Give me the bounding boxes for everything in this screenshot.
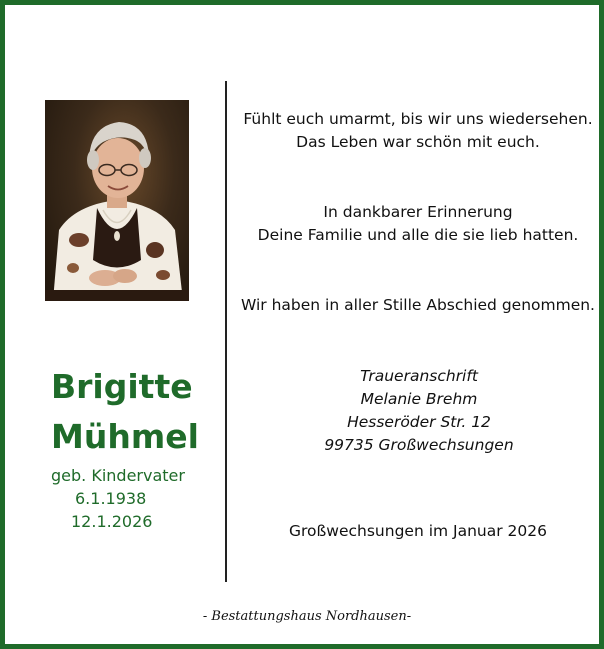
death-date: 12.1.2026 xyxy=(71,512,153,531)
vertical-divider xyxy=(225,81,227,582)
birth-name: geb. Kindervater xyxy=(51,466,185,485)
address-city: 99735 Großwechsungen xyxy=(324,436,514,454)
memory-line-2: Deine Familie und alle die sie lieb hatten. xyxy=(257,226,579,244)
address-heading: Traueranschrift xyxy=(360,367,478,385)
address-street: Hesseröder Str. 12 xyxy=(347,413,491,431)
verse xyxy=(235,108,601,154)
farewell-line: Wir haben in aller Stille Abschied genommen. xyxy=(241,296,595,314)
mourning-address xyxy=(295,365,543,457)
memory-line-1: In dankbarer Erinnerung xyxy=(323,203,513,221)
address-name: Melanie Brehm xyxy=(360,390,478,408)
birth-date: 6.1.1938 xyxy=(75,489,147,508)
portrait-illustration xyxy=(45,100,189,301)
verse-line-1: Fühlt euch umarmt, bis wir uns wiedersehen. xyxy=(243,110,593,128)
place-date-line: Großwechsungen im Januar 2026 xyxy=(289,522,547,540)
farewell-text xyxy=(235,294,601,317)
place-date xyxy=(235,520,601,543)
first-name: Brigitte xyxy=(51,367,193,406)
verse-line-2: Das Leben war schön mit euch. xyxy=(296,133,540,151)
funeral-home-signature: - Bestattungshaus Nordhausen- xyxy=(202,609,412,624)
memory-text xyxy=(235,201,601,247)
last-name: Mühmel xyxy=(51,417,199,456)
portrait-photo xyxy=(45,100,189,301)
